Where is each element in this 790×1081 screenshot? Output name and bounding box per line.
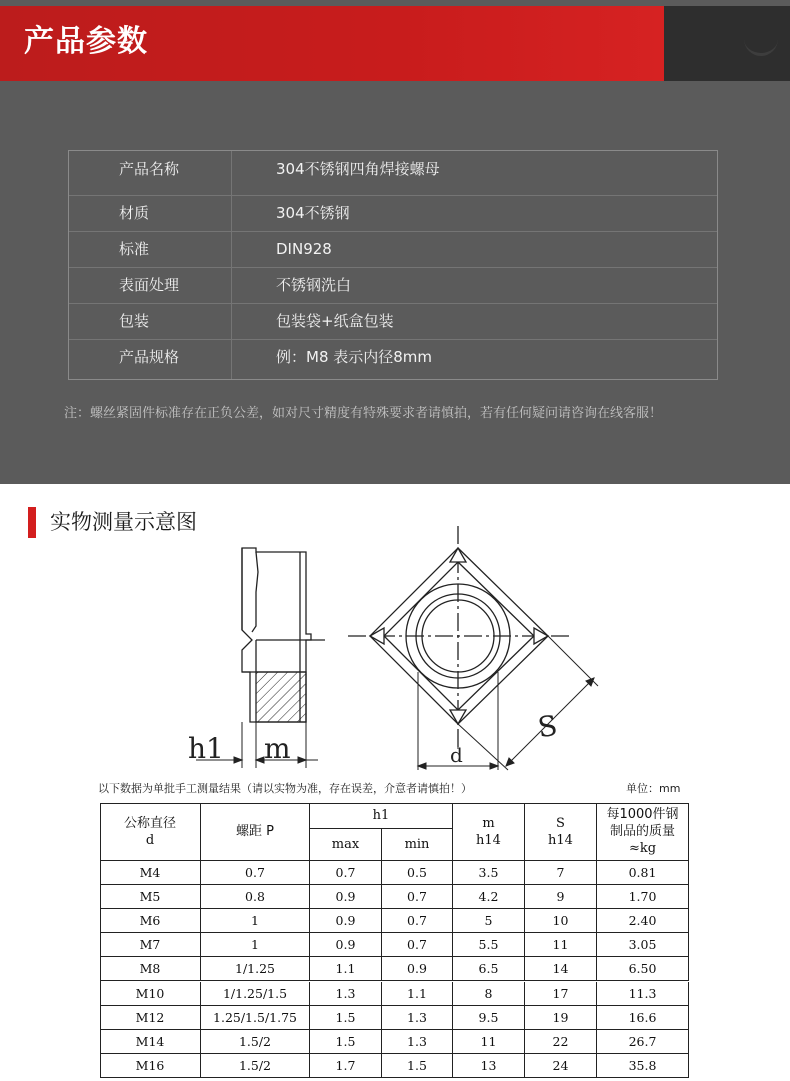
header-s-line1: S: [556, 815, 565, 831]
header-m-line1: m: [482, 815, 495, 831]
cell-h1-max: 1.7: [310, 1054, 382, 1078]
section-title: 实物测量示意图: [50, 510, 197, 534]
cell-h1-max: 0.9: [310, 933, 382, 957]
disclaimer-note: 注：螺丝紧固件标准存在正负公差，如对尺寸精度有特殊要求者请慎拍，若有任何疑问请咨询在线客服！: [64, 406, 663, 421]
header-h1-min: min: [382, 829, 453, 861]
header-h1: h1: [310, 803, 453, 829]
cell-weight: 26.7: [597, 1030, 689, 1054]
cell-h1-max: 1.5: [310, 1006, 382, 1030]
header-pitch-label: 螺距 P: [236, 824, 274, 839]
cell-pitch: 1.25/1.5/1.75: [201, 1006, 310, 1030]
cell-m: 9.5: [453, 1006, 525, 1030]
cell-h1-min: 1.5: [382, 1054, 453, 1078]
page-title: 产品参数: [24, 24, 148, 59]
header-d-line2: d: [145, 832, 155, 848]
cell-pitch: 0.8: [201, 885, 310, 909]
cell-d: M7: [100, 933, 201, 957]
params-row: [69, 303, 717, 339]
params-row: [69, 151, 717, 187]
d-label: d: [450, 743, 463, 767]
row-divider: [69, 195, 717, 196]
measurement-drawing: [180, 522, 610, 782]
header-d-line1: 公称直径: [123, 815, 176, 831]
cell-d: M6: [100, 909, 201, 933]
cell-m: 3.5: [453, 861, 525, 885]
header-m-line2: h14: [476, 832, 501, 848]
param-value: 304不锈钢: [276, 204, 350, 222]
cell-h1-min: 0.9: [382, 957, 453, 981]
cell-m: 11: [453, 1030, 525, 1054]
param-value: 不锈钢洗白: [276, 276, 352, 294]
h1-label: h1: [188, 732, 224, 765]
cell-m: 5.5: [453, 933, 525, 957]
cell-pitch: 1/1.25: [201, 957, 310, 981]
param-value: DIN928: [276, 240, 332, 258]
params-row: [69, 339, 717, 375]
cell-pitch: 1: [201, 909, 310, 933]
cell-weight: 16.6: [597, 1006, 689, 1030]
arc-decoration-icon: [744, 22, 778, 56]
cell-pitch: 1.5/2: [201, 1030, 310, 1054]
cell-s: 22: [525, 1030, 597, 1054]
cell-pitch: 0.7: [201, 861, 310, 885]
param-key: 材质: [119, 204, 150, 222]
cell-d: M4: [100, 861, 201, 885]
params-table: [68, 150, 718, 380]
cell-h1-max: 0.9: [310, 909, 382, 933]
param-value: 304不锈钢四角焊接螺母: [276, 160, 440, 178]
section-marker: [28, 507, 36, 538]
params-row: [69, 195, 717, 231]
cell-d: M14: [100, 1030, 201, 1054]
cell-s: 14: [525, 957, 597, 981]
cell-pitch: 1/1.25/1.5: [201, 982, 310, 1006]
unit-label: 单位：mm: [626, 782, 681, 795]
row-divider: [69, 267, 717, 268]
param-value: 包装袋+纸盒包装: [276, 312, 394, 330]
header-h1-max: max: [310, 829, 382, 861]
cell-s: 17: [525, 982, 597, 1006]
cell-h1-max: 0.9: [310, 885, 382, 909]
cell-weight: 1.70: [597, 885, 689, 909]
cell-m: 5: [453, 909, 525, 933]
cell-s: 11: [525, 933, 597, 957]
s-label: S: [535, 708, 560, 745]
param-key: 表面处理: [119, 276, 180, 294]
cell-pitch: 1: [201, 933, 310, 957]
header-weight-line3: ≈kg: [628, 841, 657, 856]
cell-m: 6.5: [453, 957, 525, 981]
cell-h1-min: 1.3: [382, 1030, 453, 1054]
cell-h1-min: 0.7: [382, 885, 453, 909]
dimension-lines-top: [418, 636, 598, 770]
spec-table: [100, 803, 689, 1078]
cell-h1-min: 1.1: [382, 982, 453, 1006]
header-d: [100, 803, 201, 861]
cell-m: 4.2: [453, 885, 525, 909]
side-view-drawing: [242, 548, 325, 722]
cell-h1-min: 0.5: [382, 861, 453, 885]
param-value: 例：M8 表示内径8mm: [276, 348, 433, 366]
product-params-panel: [0, 0, 790, 484]
cell-d: M10: [100, 982, 201, 1006]
cell-pitch: 1.5/2: [201, 1054, 310, 1078]
cell-h1-max: 1.5: [310, 1030, 382, 1054]
param-key: 包装: [119, 312, 150, 330]
params-row: [69, 267, 717, 303]
cell-s: 7: [525, 861, 597, 885]
cell-weight: 11.3: [597, 982, 689, 1006]
cell-weight: 35.8: [597, 1054, 689, 1078]
cell-d: M16: [100, 1054, 201, 1078]
param-key: 产品名称: [119, 160, 180, 178]
cell-weight: 3.05: [597, 933, 689, 957]
cell-d: M12: [100, 1006, 201, 1030]
cell-s: 9: [525, 885, 597, 909]
cell-h1-min: 0.7: [382, 909, 453, 933]
m-label: m: [264, 732, 291, 765]
cell-d: M8: [100, 957, 201, 981]
cell-h1-min: 1.3: [382, 1006, 453, 1030]
row-divider: [69, 231, 717, 232]
row-divider: [69, 303, 717, 304]
param-key: 产品规格: [119, 348, 180, 366]
cell-weight: 0.81: [597, 861, 689, 885]
header-weight-line1: 每1000件钢: [606, 807, 679, 822]
header-m: [453, 803, 525, 861]
header-pitch: [201, 803, 310, 861]
cell-m: 8: [453, 982, 525, 1006]
cell-h1-max: 1.1: [310, 957, 382, 981]
cell-s: 10: [525, 909, 597, 933]
header-weight: [597, 803, 689, 861]
params-row: [69, 231, 717, 267]
cell-weight: 6.50: [597, 957, 689, 981]
cell-weight: 2.40: [597, 909, 689, 933]
header-s: [525, 803, 597, 861]
cell-h1-max: 1.3: [310, 982, 382, 1006]
cell-h1-min: 0.7: [382, 933, 453, 957]
param-key: 标准: [119, 240, 150, 258]
header-weight-line2: 制品的质量: [609, 824, 675, 839]
header-s-line2: h14: [548, 832, 573, 848]
header-corner: [664, 6, 790, 81]
row-divider: [69, 339, 717, 340]
cell-d: M5: [100, 885, 201, 909]
cell-h1-max: 0.7: [310, 861, 382, 885]
cell-m: 13: [453, 1054, 525, 1078]
cell-s: 24: [525, 1054, 597, 1078]
cell-s: 19: [525, 1006, 597, 1030]
table-caption: 以下数据为单批手工测量结果（请以实物为准，存在误差，介意者请慎拍！）: [98, 782, 472, 795]
